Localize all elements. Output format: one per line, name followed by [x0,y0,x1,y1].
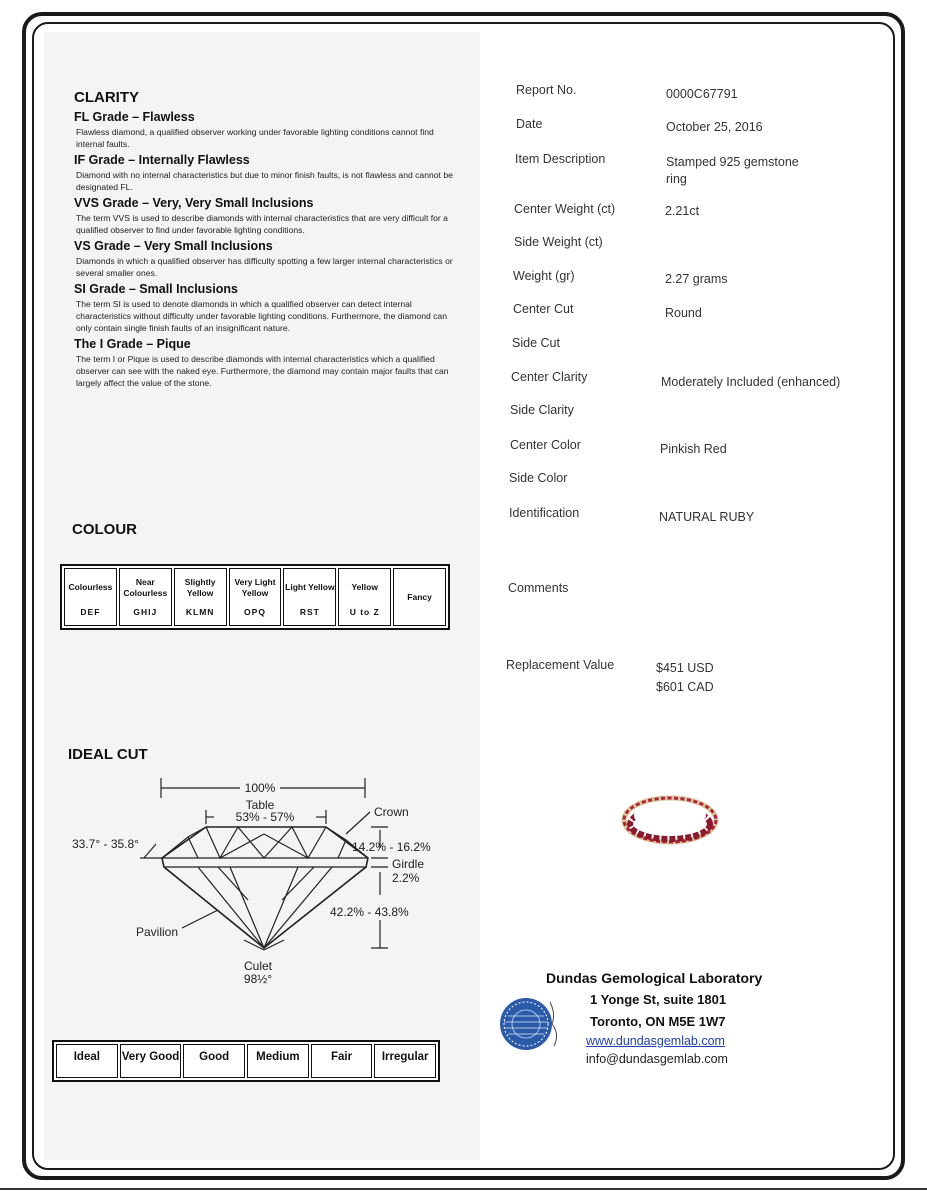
date-label: Date [516,117,543,131]
side-weight-label: Side Weight (ct) [514,235,603,249]
colour-cell-grades: KLMN [185,606,215,617]
lab-address-line1: 1 Yonge St, suite 1801 [590,992,727,1007]
colour-cell-grades: U to Z [349,606,380,617]
grade-fl-heading: FL Grade – Flawless [74,110,195,124]
colour-cell-light-yellow [283,568,336,626]
label-pavilion: Pavilion [136,925,179,939]
colour-cell-yellow [338,568,391,626]
grade-fl-description: Flawless diamond, a qualified observer working under favorable lighting conditions cannot find internal faults. [76,127,434,149]
comments-label: Comments [508,581,569,595]
cut-grade-fair: Fair [311,1044,373,1078]
colour-cell-grades: GHIJ [133,606,158,617]
grade-i-heading: The I Grade – Pique [74,337,191,351]
center-weight-value: 2.21ct [665,204,700,218]
cut-grade-table [52,1040,440,1082]
center-weight-label: Center Weight (ct) [514,202,616,216]
cut-grade-very-good: Very Good [120,1044,182,1078]
diamond-cut-diagram [68,770,448,990]
side-color-label: Side Color [509,471,568,485]
colour-cell-grades: OPQ [244,606,266,617]
cut-grade-good: Good [183,1044,245,1078]
lab-address-line2: Toronto, ON M5E 1W7 [590,1014,726,1029]
clarity-title: CLARITY [74,89,139,106]
side-clarity-label: Side Clarity [510,403,574,417]
colour-cell-fancy [393,568,446,626]
date-value: October 25, 2016 [666,120,763,134]
item-description-value: Stamped 925 gemstone ring [666,155,799,186]
colour-cell-label: Fancy [407,591,432,602]
label-crown: Crown [374,805,409,819]
colour-cell-grades: RST [299,606,320,617]
center-cut-value: Round [665,306,702,320]
colour-cell-label: Light Yellow [285,582,335,592]
grade-if-heading: IF Grade – Internally Flawless [74,153,250,167]
colour-title: COLOUR [72,521,137,538]
item-description-label: Item Description [515,152,606,166]
cut-grade-ideal: Ideal [56,1044,118,1078]
replacement-value-cad: $601 CAD [656,680,714,694]
colour-cell-label: Near Colourless [123,576,168,598]
grade-vvs-heading: VVS Grade – Very, Very Small Inclusions [74,196,314,210]
grade-si-description: The term SI is used to denote diamonds in which a qualified observer can detect internal characteristics without difficulty under favorable lighting conditions. Furthermore, the diamond can only contain single finish faults of an insignificant nature. [76,299,447,333]
center-color-label: Center Color [510,438,581,452]
cut-grade-irregular: Irregular [374,1044,436,1078]
center-clarity-label: Center Clarity [511,370,588,384]
clarity-section [74,86,454,390]
label-girdle: Girdle [392,857,425,871]
grade-si-heading: SI Grade – Small Inclusions [74,282,238,296]
report-no-value: 0000C67791 [666,87,738,101]
lab-seal-icon [490,994,570,1054]
label-table: Table [245,798,275,812]
identification-value: NATURAL RUBY [659,510,755,524]
label-culet-value: 98½° [243,972,273,986]
colour-cell-colourless [64,568,117,626]
center-cut-label: Center Cut [513,302,574,316]
weight-value: 2.27 grams [665,272,728,286]
side-cut-label: Side Cut [512,336,560,350]
grade-i-description: The term I or Pique is used to describe diamonds with internal characteristics which a qualified observer can see with the naked eye. Furthermore, the diamond may contain major faults that can largely affect the value of the stone. [76,354,449,388]
colour-cell-grades: DEF [80,606,101,617]
ruby-ring-photo [620,790,720,850]
colour-cell-label: Colourless [68,582,113,592]
label-table-range: 53% - 57% [235,810,295,824]
lab-email: info@dundasgemlab.com [586,1052,728,1066]
lab-website-link[interactable]: www.dundasgemlab.com [586,1034,725,1048]
colour-cell-near-colourless [119,568,172,626]
center-color-value: Pinkish Red [660,442,727,456]
colour-cell-label: Yellow [351,582,378,592]
page-bottom-rule [0,1188,927,1190]
identification-label: Identification [509,506,580,520]
colour-cell-label: Slightly Yellow [184,576,216,598]
report-no-label: Report No. [516,83,577,97]
colour-cell-label: Very Light Yellow [234,576,276,598]
colour-cell-slightly-yellow [174,568,227,626]
lab-name: Dundas Gemological Laboratory [546,970,763,986]
colour-scale-table [60,564,450,630]
label-crown-angle: 33.7° - 35.8° [72,837,139,851]
weight-label: Weight (gr) [513,269,575,283]
cut-grade-medium: Medium [247,1044,309,1078]
grade-vs-heading: VS Grade – Very Small Inclusions [74,239,273,253]
ideal-cut-title: IDEAL CUT [68,746,148,763]
label-total-width: 100% [244,781,276,795]
replacement-value-label: Replacement Value [506,658,615,672]
replacement-value-usd: $451 USD [656,661,714,675]
grade-if-description: Diamond with no internal characteristics but due to minor finish faults, is not flawless and cannot be designated FL. [76,170,453,192]
label-culet: Culet [243,959,273,973]
grade-vvs-description: The term VVS is used to describe diamonds with internal characteristics that are very difficult for a qualified observer to find under favorable lighting conditions. [76,213,448,235]
colour-cell-very-light-yellow [229,568,282,626]
grade-vs-description: Diamonds in which a qualified observer has difficulty spotting a few larger internal characteristics or several smaller ones. [76,256,453,278]
label-crown-height: 14.2% - 16.2% [352,840,431,854]
center-clarity-value: Moderately Included (enhanced) [661,375,841,389]
label-pavilion-depth: 42.2% - 43.8% [330,905,409,919]
label-girdle-value: 2.2% [392,871,420,885]
